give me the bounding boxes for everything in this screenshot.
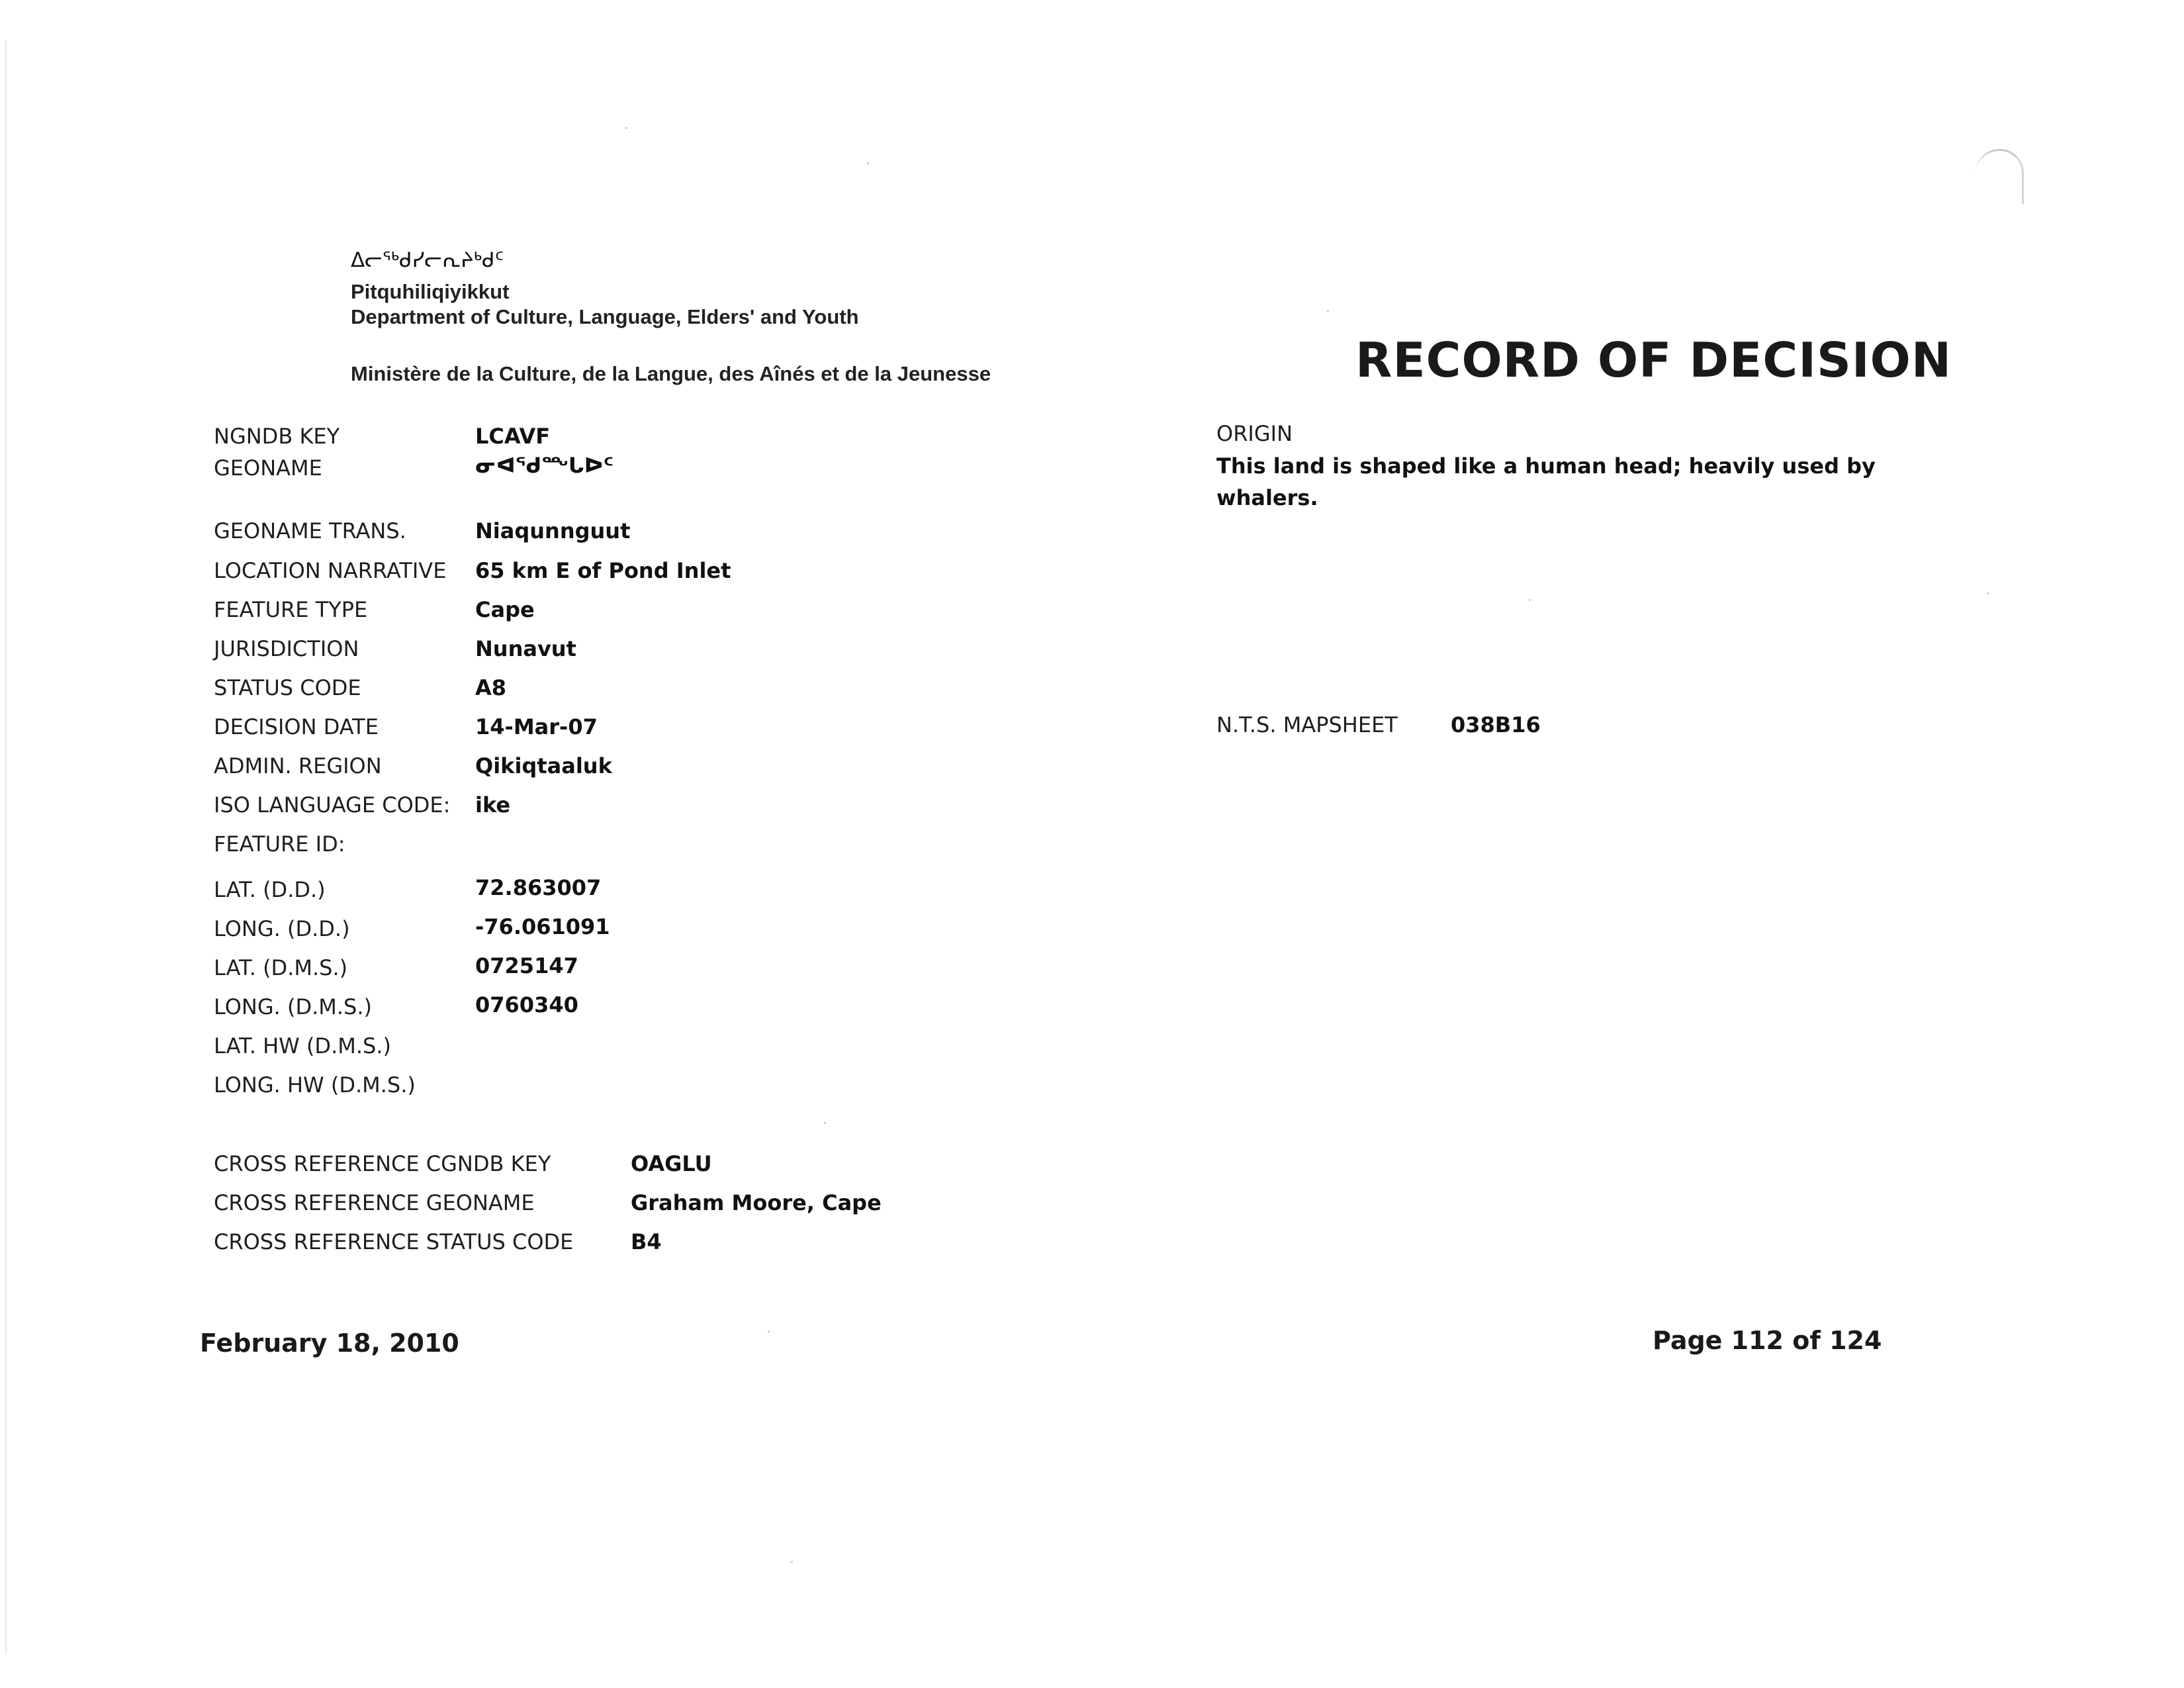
cross-reference-label: CROSS REFERENCE STATUS CODE [214,1229,574,1254]
field-label: LAT. HW (D.M.S.) [214,1033,391,1058]
cross-reference-value: Graham Moore, Cape [631,1190,882,1215]
scan-speck [768,1331,770,1333]
field-label: LAT. (D.D.) [214,877,326,902]
cross-reference-value: OAGLU [631,1151,712,1176]
field-value: ike [475,792,511,818]
field-value: ᓂᐊᖁᙵᐅᑦ [475,453,614,478]
department-name-syllabics: ᐃᓕᖅᑯᓯᓕᕆᔨᒃᑯᑦ [351,248,504,272]
origin-text: This land is shaped like a human head; heavily used by whalers. [1216,453,1876,510]
field-value: LCAVF [475,424,551,449]
department-name-english: Department of Culture, Language, Elders' and Youth [351,305,859,328]
scan-speck [1987,592,1989,594]
field-value: Qikiqtaaluk [475,753,612,778]
scan-speck [1529,599,1531,601]
scan-edge [5,40,7,1655]
field-value: 0760340 [475,992,578,1017]
field-value: Niaqunnguut [475,518,631,543]
nts-mapsheet-value: 038B16 [1451,712,1541,737]
field-value: -76.061091 [475,914,610,939]
field-label: JURISDICTION [214,636,359,661]
scan-speck [1327,310,1329,312]
field-label: FEATURE ID: [214,831,345,857]
scan-corner-mark [1976,149,2024,204]
nts-mapsheet-label: N.T.S. MAPSHEET [1216,712,1398,737]
scan-speck [824,1122,826,1124]
scan-speck [625,127,627,129]
field-value: Nunavut [475,636,576,661]
department-name-french: Ministère de la Culture, de la Langue, des Aînés et de la Jeunesse [351,362,991,385]
field-label: LONG. (D.M.S.) [214,994,372,1019]
scan-speck [867,162,869,164]
field-label: GEONAME [214,455,322,481]
field-label: NGNDB KEY [214,424,340,449]
field-label: LONG. (D.D.) [214,916,350,941]
scan-speck [791,1561,793,1563]
page-title: RECORD OF DECISION [1355,332,1952,388]
field-value: 65 km E of Pond Inlet [475,558,731,583]
field-value: 72.863007 [475,875,602,900]
field-value: 0725147 [475,953,578,978]
field-value: Cape [475,597,535,622]
footer-date: February 18, 2010 [200,1329,459,1358]
field-label: LONG. HW (D.M.S.) [214,1072,416,1098]
field-label: GEONAME TRANS. [214,518,406,543]
field-label: ADMIN. REGION [214,753,382,778]
field-label: LAT. (D.M.S.) [214,955,348,980]
cross-reference-label: CROSS REFERENCE GEONAME [214,1190,535,1215]
page-number: Page 112 of 124 [1653,1326,1882,1355]
cross-reference-value: B4 [631,1229,662,1254]
field-label: LOCATION NARRATIVE [214,558,447,583]
cross-reference-label: CROSS REFERENCE CGNDB KEY [214,1151,551,1176]
field-value: A8 [475,675,507,700]
field-label: DECISION DATE [214,714,379,739]
field-label: FEATURE TYPE [214,597,368,622]
field-label: ISO LANGUAGE CODE: [214,792,451,818]
origin-label: ORIGIN [1216,421,1293,446]
department-name-inuinnaqtun: Pitquhiliqiyikkut [351,280,510,303]
field-label: STATUS CODE [214,675,361,700]
field-value: 14-Mar-07 [475,714,598,739]
